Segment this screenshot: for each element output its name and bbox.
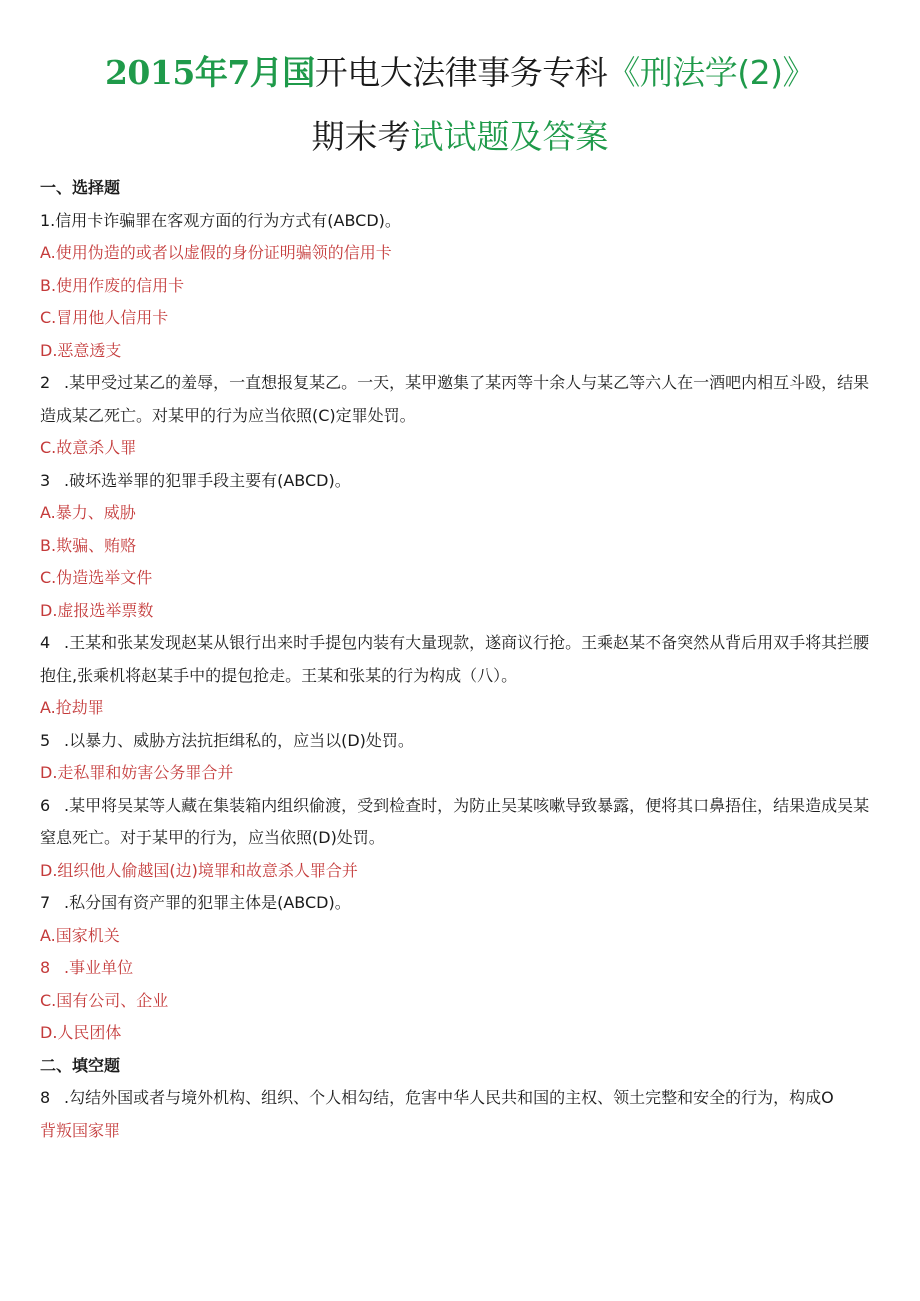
- question-3-number: 3: [40, 470, 51, 490]
- question-4-number: 4: [40, 633, 51, 652]
- title-course-part: 《刑法学(2)》: [607, 53, 816, 92]
- question-2-answer: C.故意杀人罪: [40, 438, 137, 457]
- question-3-option-a: A.暴力、威胁: [40, 503, 136, 522]
- question-1-option-d: D.恶意透支: [40, 340, 122, 360]
- question-6-text: .某甲将吴某等人藏在集装箱内组织偷渡，受到检查时，为防止吴某咳嗽导致暴露，便将其口鼻捂住，结果造成吴某窒息死亡。对于某甲的行为，应当依照(D)处罚。: [40, 795, 870, 847]
- document-title-line-1: [0, 53, 920, 92]
- question-3-option-d: D.虚报选举票数: [40, 600, 154, 620]
- question-4-text: .王某和张某发现赵某从银行出来时手提包内装有大量现款，遂商议行抢。王乘赵某不备突然从背后用双手将其拦腰抱住,张乘机将赵某手中的提包抢走。王某和张某的行为构成（八）。: [40, 633, 870, 685]
- question-3-option-b: B.欺骗、贿赂: [40, 535, 137, 555]
- question-1: 1.信用卡诈骗罪在客观方面的行为方式有(ABCD)。: [40, 210, 401, 230]
- title-year-part: 2015年7月国: [104, 53, 315, 92]
- section-heading-fill: 二、填空题: [40, 1055, 121, 1075]
- question-3-option-c: C.伪造选举文件: [40, 568, 153, 587]
- question-8: [40, 1082, 880, 1115]
- question-4: [40, 627, 880, 692]
- question-5: [40, 725, 880, 758]
- title-questions-part: 试试题: [410, 117, 510, 156]
- question-2-number: 2: [40, 373, 51, 392]
- question-8-answer: 背叛国家罪: [40, 1120, 121, 1140]
- question-7-option-b-number: 8: [40, 958, 51, 977]
- question-7-number: 7: [40, 893, 51, 912]
- question-1-option-b: B.使用作废的信用卡: [40, 275, 185, 295]
- question-7-text: .私分国有资产罪的犯罪主体是(ABCD)。: [64, 893, 351, 912]
- title-exam-part: 期末考: [311, 117, 411, 156]
- question-6-answer: D.组织他人偷越国(边)境罪和故意杀人罪合并: [40, 860, 358, 880]
- question-8-text: .勾结外国或者与境外机构、组织、个人相勾结，危害中华人民共和国的主权、领土完整和安全的行为，构成O: [64, 1088, 834, 1107]
- section-heading-choice: 一、选择题: [40, 178, 121, 197]
- question-7-option-a: A.国家机关: [40, 925, 120, 945]
- question-6-number: 6: [40, 795, 51, 815]
- question-7-option-b-text: .事业单位: [64, 958, 134, 977]
- title-answers-part: 及答案: [509, 117, 609, 156]
- question-5-answer: D.走私罪和妨害公务罪合并: [40, 763, 234, 782]
- question-1-option-a: A.使用伪造的或者以虚假的身份证明骗领的信用卡: [40, 243, 392, 262]
- question-1-option-c: C.冒用他人信用卡: [40, 308, 169, 327]
- question-2: [40, 367, 880, 432]
- question-6: [40, 790, 880, 855]
- question-3-text: .破坏选举罪的犯罪手段主要有(ABCD)。: [64, 470, 351, 490]
- document-body: [40, 172, 880, 1147]
- question-4-answer: A.抢劫罪: [40, 698, 104, 717]
- question-7-option-d: D.人民团体: [40, 1023, 122, 1042]
- question-7: [40, 887, 880, 920]
- question-5-number: 5: [40, 730, 51, 750]
- document-title-line-2: [0, 117, 920, 156]
- question-7-option-c: C.国有公司、企业: [40, 990, 169, 1010]
- question-5-text: .以暴力、威胁方法抗拒缉私的，应当以(D)处罚。: [64, 730, 414, 750]
- question-7-option-b: [40, 952, 880, 985]
- question-2-text: .某甲受过某乙的羞辱，一直想报复某乙。一天，某甲邀集了某丙等十余人与某乙等六人在一酒吧内相互斗殴，结果造成某乙死亡。对某甲的行为应当依照(C)定罪处罚。: [40, 373, 870, 425]
- title-school-part: 开电大法律事务专科: [314, 53, 608, 92]
- question-3: [40, 465, 880, 498]
- question-8-number: 8: [40, 1088, 51, 1107]
